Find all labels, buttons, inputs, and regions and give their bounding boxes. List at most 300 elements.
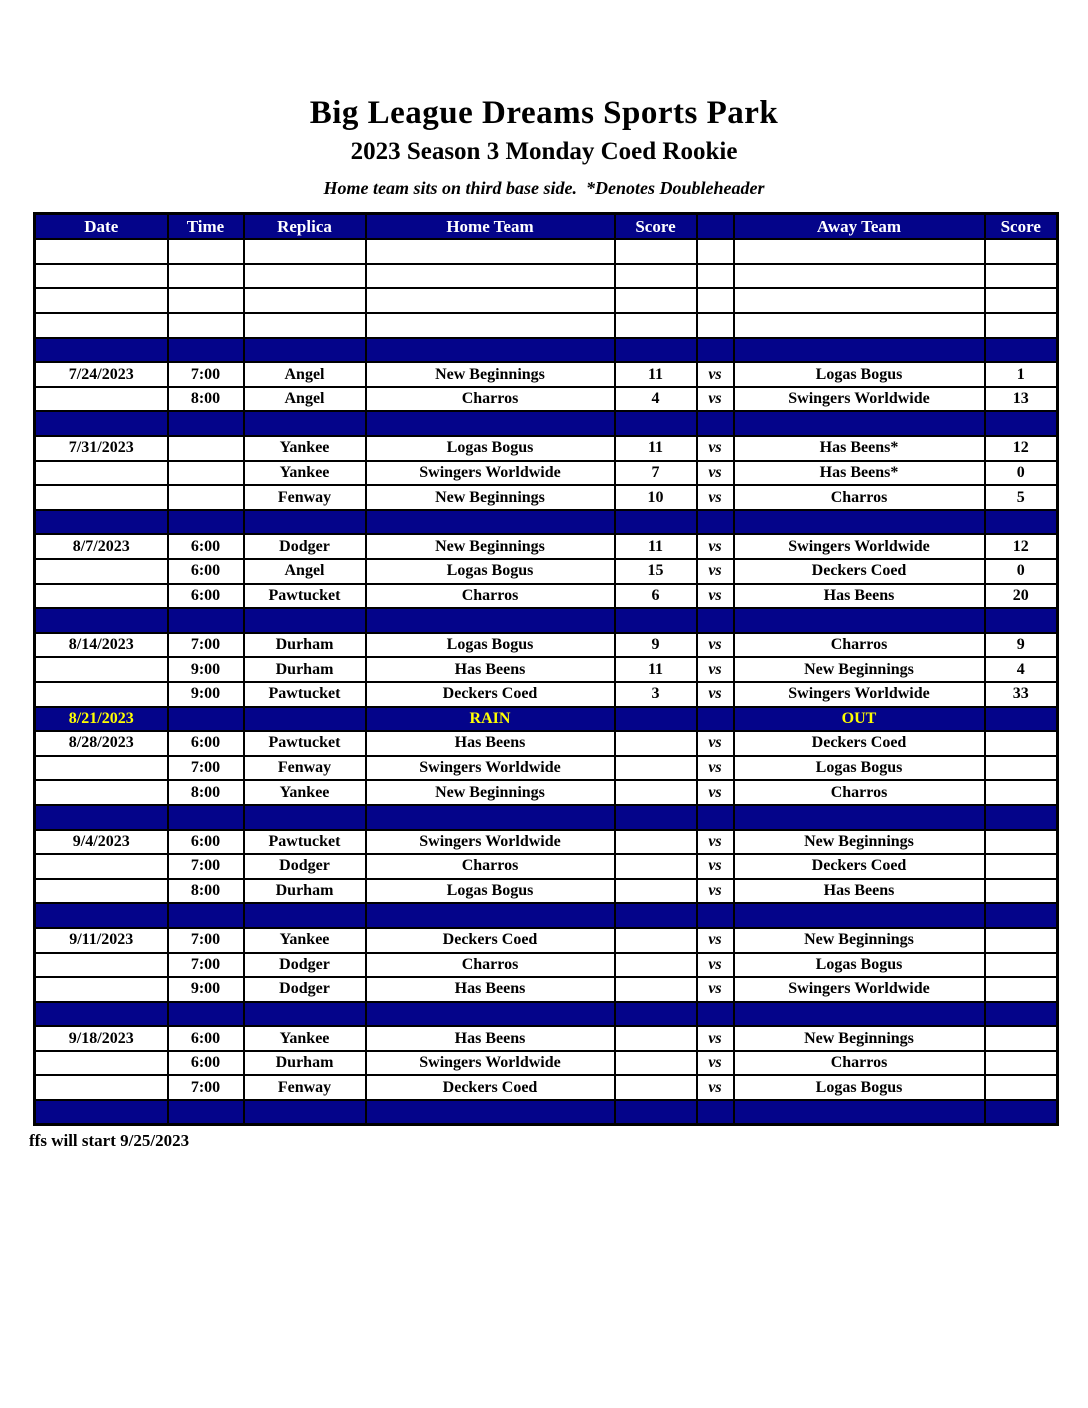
vs-header [697,213,734,239]
date-cell [35,953,168,978]
time-cell: 7:00 [168,953,244,978]
home-team-cell: New Beginnings [366,780,615,805]
vs-cell: vs [697,756,734,781]
game-row [35,584,1058,609]
replica-cell [244,903,366,928]
game-row [35,879,1058,904]
away-score-cell: 9 [985,633,1058,658]
time-cell: 6:00 [168,534,244,559]
home-team-cell: Has Beens [366,731,615,756]
vs-cell [697,338,734,363]
date-cell: 9/18/2023 [35,1026,168,1051]
game-row [35,780,1058,805]
home-score-cell [615,805,697,830]
replica-cell: Yankee [244,436,366,461]
replica-cell: Durham [244,1051,366,1076]
replica-cell [244,1002,366,1027]
vs-cell: vs [697,854,734,879]
time-cell: 9:00 [168,657,244,682]
home-score-cell [615,977,697,1002]
replica-cell: Angel [244,387,366,412]
away-score-cell [985,928,1058,953]
home-score-cell [615,1100,697,1125]
time-cell [168,411,244,436]
home-score-cell [615,928,697,953]
date-cell [35,608,168,633]
home-team-cell [366,264,615,289]
time-cell: 8:00 [168,780,244,805]
away-team-cell: Logas Bogus [734,1075,985,1100]
home-team-cell [366,288,615,313]
away-team-cell: Deckers Coed [734,731,985,756]
away-score-cell: 0 [985,559,1058,584]
away-score-cell [985,830,1058,855]
game-row [35,830,1058,855]
home-team-cell: Swingers Worldwide [366,1051,615,1076]
date-cell [35,338,168,363]
page-header [0,0,1088,199]
time-cell [168,338,244,363]
home-team-cell [366,1100,615,1125]
away-score-cell: 0 [985,461,1058,486]
away-score-cell: 33 [985,682,1058,707]
game-row [35,854,1058,879]
home-score-cell: 4 [615,387,697,412]
away-score-cell [985,780,1058,805]
time-cell: 6:00 [168,731,244,756]
blank-row [35,239,1058,264]
home-team-cell: Charros [366,953,615,978]
game-row [35,682,1058,707]
time-cell: 9:00 [168,977,244,1002]
replica-cell [244,264,366,289]
home-score-cell: 11 [615,436,697,461]
away-score-cell [985,288,1058,313]
time-cell [168,608,244,633]
replica-cell [244,608,366,633]
replica-cell [244,510,366,535]
home-score-cell [615,707,697,732]
home-score-cell: 11 [615,534,697,559]
home-team-cell: Swingers Worldwide [366,830,615,855]
date-cell [35,387,168,412]
away-team-cell [734,510,985,535]
home-score-cell [615,1051,697,1076]
date-cell: 8/28/2023 [35,731,168,756]
date-cell: 8/14/2023 [35,633,168,658]
away-score-cell [985,313,1058,338]
time-cell: 8:00 [168,387,244,412]
home-team-cell: Charros [366,854,615,879]
home-score-cell [615,1075,697,1100]
home-team-cell [366,411,615,436]
away-team-cell: Charros [734,485,985,510]
replica-cell [244,707,366,732]
home-team-cell: Swingers Worldwide [366,461,615,486]
away-team-cell [734,411,985,436]
away-team-cell: New Beginnings [734,830,985,855]
vs-cell [697,707,734,732]
blank-row [35,313,1058,338]
time-cell: 7:00 [168,854,244,879]
away-team-cell [734,805,985,830]
game-row [35,928,1058,953]
vs-cell: vs [697,461,734,486]
replica-cell: Yankee [244,1026,366,1051]
home-team-cell [366,903,615,928]
time-cell: 7:00 [168,633,244,658]
home-score-cell: 6 [615,584,697,609]
separator-row [35,411,1058,436]
home-team-cell [366,313,615,338]
replica-cell: Fenway [244,756,366,781]
vs-cell: vs [697,534,734,559]
away-score-cell: 4 [985,657,1058,682]
away-team-cell: Charros [734,633,985,658]
home-score-cell [615,1002,697,1027]
blank-row [35,288,1058,313]
date-cell [35,657,168,682]
home-score-cell [615,264,697,289]
date-cell: 8/21/2023 [35,707,168,732]
date-cell [35,239,168,264]
away-team-cell: Deckers Coed [734,854,985,879]
vs-cell [697,239,734,264]
away-team-cell: Swingers Worldwide [734,534,985,559]
vs-cell: vs [697,830,734,855]
time-cell [168,485,244,510]
date-cell [35,879,168,904]
away-team-cell: New Beginnings [734,1026,985,1051]
home-team-cell: Deckers Coed [366,1075,615,1100]
replica-cell: Pawtucket [244,584,366,609]
away-score-header: Score [985,213,1058,239]
game-row [35,1051,1058,1076]
away-team-cell [734,313,985,338]
away-team-cell: Swingers Worldwide [734,977,985,1002]
schedule-table [33,212,1059,1126]
vs-cell: vs [697,953,734,978]
vs-cell [697,903,734,928]
date-cell [35,682,168,707]
vs-cell [697,1100,734,1125]
vs-cell: vs [697,1075,734,1100]
home-score-cell: 7 [615,461,697,486]
home-score-cell [615,411,697,436]
home-score-cell: 9 [615,633,697,658]
replica-cell: Pawtucket [244,682,366,707]
date-cell [35,805,168,830]
time-cell: 7:00 [168,362,244,387]
away-score-cell: 1 [985,362,1058,387]
footer-note: ffs will start 9/25/2023 [29,1131,190,1151]
home-score-cell: 15 [615,559,697,584]
home-team-cell: Has Beens [366,977,615,1002]
replica-cell: Durham [244,879,366,904]
schedule-body [35,239,1058,1124]
away-score-cell [985,1075,1058,1100]
home-score-cell [615,830,697,855]
away-score-cell [985,1100,1058,1125]
separator-row [35,805,1058,830]
replica-cell [244,313,366,338]
home-score-cell [615,731,697,756]
separator-row [35,608,1058,633]
date-cell [35,1100,168,1125]
replica-cell: Pawtucket [244,830,366,855]
time-cell [168,1100,244,1125]
date-cell [35,1051,168,1076]
home-team-cell: Deckers Coed [366,928,615,953]
page-subtitle: 2023 Season 3 Monday Coed Rookie [350,138,738,166]
replica-cell: Dodger [244,854,366,879]
time-cell: 9:00 [168,682,244,707]
away-score-cell: 12 [985,436,1058,461]
home-team-cell [366,608,615,633]
vs-cell: vs [697,584,734,609]
home-score-cell [615,879,697,904]
home-team-header: Home Team [366,213,615,239]
home-score-cell [615,313,697,338]
away-score-cell [985,1051,1058,1076]
date-cell: 7/24/2023 [35,362,168,387]
away-score-cell [985,731,1058,756]
replica-header: Replica [244,213,366,239]
replica-cell [244,239,366,264]
away-score-cell: 20 [985,584,1058,609]
replica-cell: Dodger [244,953,366,978]
home-score-cell [615,288,697,313]
vs-cell [697,1002,734,1027]
time-cell [168,903,244,928]
time-cell [168,288,244,313]
home-team-cell [366,510,615,535]
away-score-cell [985,707,1058,732]
home-team-cell [366,1002,615,1027]
game-row [35,756,1058,781]
date-cell [35,559,168,584]
away-score-cell [985,977,1058,1002]
replica-cell: Dodger [244,977,366,1002]
separator-row [35,1002,1058,1027]
away-team-cell: Swingers Worldwide [734,387,985,412]
time-cell: 6:00 [168,830,244,855]
date-cell [35,756,168,781]
vs-cell [697,608,734,633]
game-row [35,461,1058,486]
home-score-cell [615,1026,697,1051]
date-cell: 8/7/2023 [35,534,168,559]
time-cell [168,510,244,535]
away-score-cell [985,411,1058,436]
home-score-cell [615,239,697,264]
home-team-cell: New Beginnings [366,485,615,510]
game-row [35,559,1058,584]
vs-cell: vs [697,879,734,904]
time-cell: 7:00 [168,928,244,953]
away-team-cell: Swingers Worldwide [734,682,985,707]
vs-cell: vs [697,928,734,953]
home-score-cell [615,903,697,928]
vs-cell: vs [697,682,734,707]
away-score-cell [985,756,1058,781]
home-team-cell [366,805,615,830]
replica-cell: Durham [244,657,366,682]
time-cell: 6:00 [168,1051,244,1076]
separator-row [35,338,1058,363]
away-team-cell [734,264,985,289]
away-team-cell [734,288,985,313]
vs-cell: vs [697,485,734,510]
home-team-cell: Deckers Coed [366,682,615,707]
date-cell [35,854,168,879]
away-team-cell: Logas Bogus [734,756,985,781]
away-score-cell [985,854,1058,879]
date-cell [35,485,168,510]
date-cell [35,977,168,1002]
home-score-cell [615,338,697,363]
date-cell: 9/11/2023 [35,928,168,953]
time-cell [168,805,244,830]
home-team-cell: Charros [366,584,615,609]
home-team-cell: Charros [366,387,615,412]
away-score-cell: 13 [985,387,1058,412]
replica-cell [244,411,366,436]
away-score-cell [985,1002,1058,1027]
time-cell [168,1002,244,1027]
away-team-cell: Has Beens [734,584,985,609]
game-row [35,731,1058,756]
away-score-cell [985,953,1058,978]
separator-row [35,510,1058,535]
away-score-cell [985,805,1058,830]
table-header-row [35,213,1058,239]
home-team-cell: Logas Bogus [366,879,615,904]
separator-row [35,903,1058,928]
away-team-cell [734,1100,985,1125]
home-team-cell: RAIN [366,707,615,732]
home-team-cell [366,239,615,264]
vs-cell: vs [697,731,734,756]
vs-cell [697,411,734,436]
date-cell [35,1002,168,1027]
date-cell [35,903,168,928]
away-team-cell [734,903,985,928]
vs-cell: vs [697,387,734,412]
home-score-cell [615,780,697,805]
date-cell [35,584,168,609]
vs-cell [697,510,734,535]
home-score-cell: 11 [615,362,697,387]
date-cell [35,313,168,338]
home-score-cell [615,756,697,781]
time-cell [168,313,244,338]
replica-cell: Yankee [244,928,366,953]
away-team-cell: Deckers Coed [734,559,985,584]
game-row [35,362,1058,387]
home-score-cell: 3 [615,682,697,707]
away-score-cell [985,239,1058,264]
replica-cell: Dodger [244,534,366,559]
away-team-cell [734,239,985,264]
time-cell [168,239,244,264]
date-cell [35,461,168,486]
game-row [35,534,1058,559]
replica-cell: Durham [244,633,366,658]
away-team-cell: OUT [734,707,985,732]
time-cell [168,461,244,486]
time-cell [168,707,244,732]
game-row [35,1026,1058,1051]
away-team-cell [734,608,985,633]
away-team-cell: Logas Bogus [734,953,985,978]
home-score-cell [615,953,697,978]
home-team-cell: Logas Bogus [366,436,615,461]
time-cell [168,264,244,289]
home-team-cell: Swingers Worldwide [366,756,615,781]
game-row [35,1075,1058,1100]
date-cell: 7/31/2023 [35,436,168,461]
vs-cell [697,313,734,338]
home-team-cell: Logas Bogus [366,633,615,658]
replica-cell [244,1100,366,1125]
away-score-cell [985,608,1058,633]
home-score-cell [615,608,697,633]
vs-cell [697,264,734,289]
date-header: Date [35,213,168,239]
away-score-cell [985,510,1058,535]
replica-cell: Yankee [244,461,366,486]
away-team-cell [734,1002,985,1027]
time-cell: 6:00 [168,1026,244,1051]
date-cell [35,264,168,289]
vs-cell: vs [697,780,734,805]
time-cell: 6:00 [168,584,244,609]
replica-cell: Fenway [244,485,366,510]
replica-cell [244,805,366,830]
away-team-cell: Has Beens* [734,436,985,461]
replica-cell [244,338,366,363]
vs-cell: vs [697,1051,734,1076]
replica-cell: Fenway [244,1075,366,1100]
home-team-cell: Logas Bogus [366,559,615,584]
replica-cell: Angel [244,362,366,387]
home-team-cell: Has Beens [366,657,615,682]
replica-cell: Pawtucket [244,731,366,756]
date-cell [35,780,168,805]
date-cell [35,411,168,436]
away-team-cell [734,338,985,363]
vs-cell [697,288,734,313]
time-cell: 7:00 [168,756,244,781]
home-team-cell: New Beginnings [366,362,615,387]
away-score-cell [985,264,1058,289]
game-row [35,436,1058,461]
separator-row [35,1100,1058,1125]
away-team-cell: Logas Bogus [734,362,985,387]
game-row [35,977,1058,1002]
date-cell [35,288,168,313]
away-team-cell: Charros [734,1051,985,1076]
vs-cell: vs [697,633,734,658]
away-team-cell: Has Beens* [734,461,985,486]
date-cell: 9/4/2023 [35,830,168,855]
vs-cell: vs [697,436,734,461]
home-team-cell: Has Beens [366,1026,615,1051]
away-score-cell [985,903,1058,928]
schedule-note: Home team sits on third base side. *Denotes Doubleheader [323,177,765,198]
away-team-cell: New Beginnings [734,928,985,953]
